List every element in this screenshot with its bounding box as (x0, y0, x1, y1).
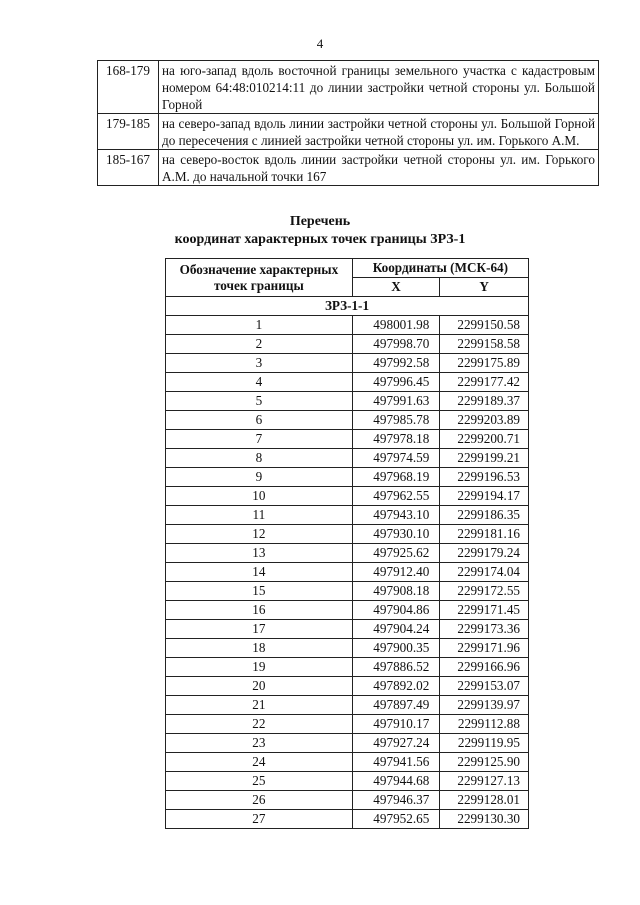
point-number: 5 (166, 392, 353, 411)
route-segment: 168-179 (98, 61, 159, 114)
coord-y: 2299186.35 (440, 506, 529, 525)
coord-y: 2299203.89 (440, 411, 529, 430)
coord-y: 2299153.07 (440, 677, 529, 696)
coord-x: 497904.24 (352, 620, 440, 639)
route-row (98, 150, 599, 186)
point-number: 26 (166, 791, 353, 810)
coord-x: 498001.98 (352, 316, 440, 335)
table-row (166, 354, 529, 373)
point-number: 20 (166, 677, 353, 696)
route-segment: 185-167 (98, 150, 159, 186)
point-number: 3 (166, 354, 353, 373)
point-number: 27 (166, 810, 353, 829)
coord-x: 497978.18 (352, 430, 440, 449)
point-number: 17 (166, 620, 353, 639)
route-segments-table (97, 60, 599, 186)
coord-x: 497974.59 (352, 449, 440, 468)
page-number: 4 (316, 36, 324, 51)
table-row (166, 335, 529, 354)
table-row (166, 563, 529, 582)
table-row (166, 601, 529, 620)
coord-x: 497943.10 (352, 506, 440, 525)
coord-y: 2299172.55 (440, 582, 529, 601)
coords-heading (0, 213, 640, 249)
point-number: 25 (166, 772, 353, 791)
point-number: 15 (166, 582, 353, 601)
point-number: 13 (166, 544, 353, 563)
coord-y: 2299189.37 (440, 392, 529, 411)
table-row (166, 658, 529, 677)
point-number: 18 (166, 639, 353, 658)
point-number: 12 (166, 525, 353, 544)
coord-x: 497930.10 (352, 525, 440, 544)
coord-x: 497998.70 (352, 335, 440, 354)
coord-y: 2299158.58 (440, 335, 529, 354)
coord-y: 2299171.96 (440, 639, 529, 658)
coord-y: 2299166.96 (440, 658, 529, 677)
point-number: 6 (166, 411, 353, 430)
coord-x: 497996.45 (352, 373, 440, 392)
point-number: 1 (166, 316, 353, 335)
table-row (166, 620, 529, 639)
header-y: Y (440, 278, 529, 297)
route-row (98, 61, 599, 114)
point-number: 7 (166, 430, 353, 449)
table-row (166, 525, 529, 544)
coord-y: 2299196.53 (440, 468, 529, 487)
table-row (166, 639, 529, 658)
coordinates-table (165, 258, 529, 829)
table-row (166, 449, 529, 468)
point-number: 21 (166, 696, 353, 715)
table-row (166, 734, 529, 753)
coord-x: 497962.55 (352, 487, 440, 506)
coord-x: 497944.68 (352, 772, 440, 791)
table-row (166, 677, 529, 696)
table-row (166, 316, 529, 335)
point-number: 11 (166, 506, 353, 525)
coord-y: 2299128.01 (440, 791, 529, 810)
coord-y: 2299112.88 (440, 715, 529, 734)
coord-x: 497897.49 (352, 696, 440, 715)
route-segment: 179-185 (98, 114, 159, 150)
section-label: ЗРЗ-1-1 (166, 297, 529, 316)
route-row (98, 114, 599, 150)
table-row (166, 506, 529, 525)
coord-y: 2299175.89 (440, 354, 529, 373)
route-description: на юго-запад вдоль восточной границы земельного участка с кадастровым номером 64:48:010214:11 до линии застройки четной стороны ул. Большой Горной (159, 61, 599, 114)
coord-y: 2299171.45 (440, 601, 529, 620)
coord-x: 497991.63 (352, 392, 440, 411)
route-description: на северо-запад вдоль линии застройки четной стороны ул. Большой Горной до пересечения с линией застройки четной стороны ул. им. Горького А.М. (159, 114, 599, 150)
coord-y: 2299139.97 (440, 696, 529, 715)
table-row (166, 715, 529, 734)
point-number: 2 (166, 335, 353, 354)
coord-y: 2299130.30 (440, 810, 529, 829)
point-number: 24 (166, 753, 353, 772)
coord-x: 497952.65 (352, 810, 440, 829)
coord-x: 497927.24 (352, 734, 440, 753)
table-row (166, 411, 529, 430)
point-number: 9 (166, 468, 353, 487)
coord-x: 497912.40 (352, 563, 440, 582)
table-row (166, 373, 529, 392)
coord-x: 497968.19 (352, 468, 440, 487)
header-x: X (352, 278, 440, 297)
coord-x: 497946.37 (352, 791, 440, 810)
point-number: 22 (166, 715, 353, 734)
coord-y: 2299174.04 (440, 563, 529, 582)
coord-x: 497892.02 (352, 677, 440, 696)
point-number: 16 (166, 601, 353, 620)
coord-x: 497985.78 (352, 411, 440, 430)
table-row (166, 544, 529, 563)
point-number: 14 (166, 563, 353, 582)
point-number: 23 (166, 734, 353, 753)
table-row (166, 753, 529, 772)
coord-y: 2299194.17 (440, 487, 529, 506)
point-number: 19 (166, 658, 353, 677)
coord-y: 2299177.42 (440, 373, 529, 392)
table-row (166, 772, 529, 791)
header-coordinates: Координаты (МСК-64) (352, 259, 528, 278)
coord-x: 497900.35 (352, 639, 440, 658)
coord-y: 2299127.13 (440, 772, 529, 791)
route-description: на северо-восток вдоль линии застройки четной стороны ул. им. Горького А.М. до начальной точки 167 (159, 150, 599, 186)
coord-x: 497904.86 (352, 601, 440, 620)
table-row (166, 791, 529, 810)
coord-y: 2299119.95 (440, 734, 529, 753)
header-point-label: Обозначение характерных точек границы (166, 259, 353, 297)
coord-y: 2299179.24 (440, 544, 529, 563)
coord-y: 2299150.58 (440, 316, 529, 335)
coord-x: 497941.56 (352, 753, 440, 772)
header-row (166, 259, 529, 278)
coord-x: 497910.17 (352, 715, 440, 734)
table-row (166, 468, 529, 487)
point-number: 8 (166, 449, 353, 468)
coord-y: 2299199.21 (440, 449, 529, 468)
table-row (166, 392, 529, 411)
table-row (166, 696, 529, 715)
table-row (166, 810, 529, 829)
table-row (166, 487, 529, 506)
point-number: 4 (166, 373, 353, 392)
coord-x: 497908.18 (352, 582, 440, 601)
table-row (166, 582, 529, 601)
coord-y: 2299181.16 (440, 525, 529, 544)
heading-line1: Перечень (289, 214, 351, 229)
point-number: 10 (166, 487, 353, 506)
section-row (166, 297, 529, 316)
heading-line2: координат характерных точек границы ЗРЗ-1 (174, 232, 466, 247)
coord-x: 497925.62 (352, 544, 440, 563)
table-row (166, 430, 529, 449)
coord-x: 497886.52 (352, 658, 440, 677)
coord-x: 497992.58 (352, 354, 440, 373)
coord-y: 2299173.36 (440, 620, 529, 639)
coord-y: 2299200.71 (440, 430, 529, 449)
coord-y: 2299125.90 (440, 753, 529, 772)
